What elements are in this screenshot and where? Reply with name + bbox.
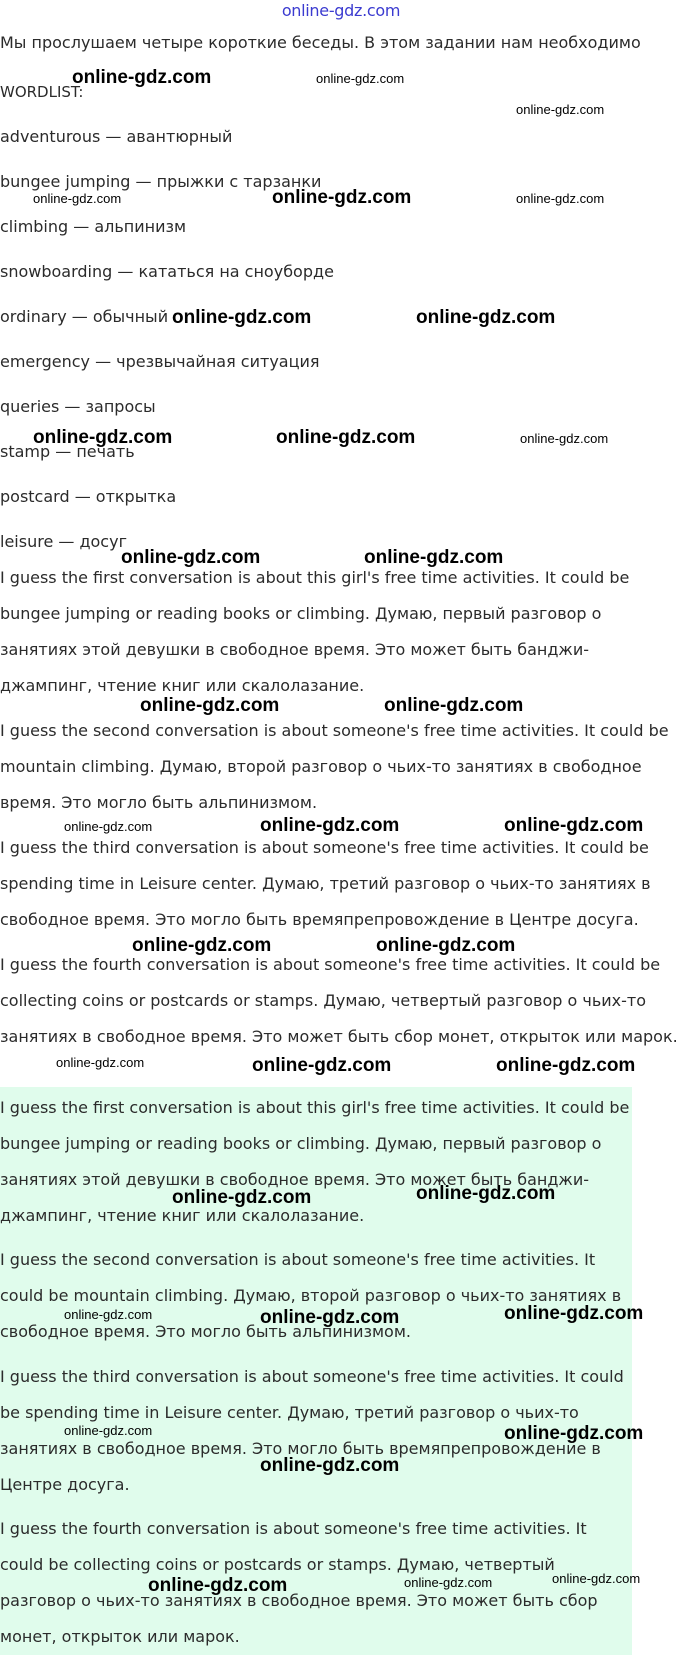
guess-paragraph-1: I guess the first conversation is about this girl's free time activities. It could be bungee jumping or reading books or climbing. Думаю, первый разговор о занятиях этой девушки в свободное время. Это может быть банджи-джампинг, чтение книг или скалолазание. bbox=[0, 568, 630, 695]
site-logo[interactable]: online-gdz.com bbox=[281, 1, 401, 20]
wordlist-item: bungee jumping — прыжки с тарзанки bbox=[0, 172, 322, 191]
guess-paragraph-3: I guess the third conversation is about someone's free time activities. It could be spending time in Leisure center. Думаю, третий разговор о чьих-то занятиях в свободное время. Это могло быть времяпрепровождение в Центре досуга. bbox=[0, 838, 651, 929]
watermark: online-gdz.com bbox=[56, 1055, 145, 1070]
watermark: online-gdz.com bbox=[552, 1571, 641, 1586]
watermark: online-gdz.com bbox=[364, 547, 504, 568]
watermark: online-gdz.com bbox=[504, 1423, 644, 1444]
watermark: online-gdz.com bbox=[404, 1575, 493, 1590]
watermark: online-gdz.com bbox=[64, 1423, 153, 1438]
watermark: online-gdz.com bbox=[64, 1307, 153, 1322]
watermark: online-gdz.com bbox=[316, 71, 405, 86]
watermark: online-gdz.com bbox=[260, 1455, 400, 1476]
watermark: online-gdz.com bbox=[132, 935, 272, 956]
intro-text: Мы прослушаем четыре короткие беседы. В этом задании нам необходимо bbox=[0, 33, 641, 52]
answer-paragraph-3: I guess the third conversation is about someone's free time activities. It could be spending time in Leisure center. Думаю, третий разговор о чьих-то занятиях в свободное время. Это могло быть времяпрепровождение в Центре досуга. bbox=[0, 1367, 624, 1494]
watermark: online-gdz.com bbox=[504, 815, 644, 836]
guess-paragraph-2: I guess the second conversation is about someone's free time activities. It could be mountain climbing. Думаю, второй разговор о чьих-то занятиях в свободное время. Это могло быть альпинизмом. bbox=[0, 721, 669, 812]
watermark: online-gdz.com bbox=[504, 1303, 644, 1324]
answer-paragraph-4: I guess the fourth conversation is about someone's free time activities. It could be collecting coins or postcards or stamps. Думаю, четвертый разговор о чьих-то занятиях в свободное время. Это может быть сбор монет, открыток или марок. bbox=[0, 1519, 598, 1646]
watermark: online-gdz.com bbox=[520, 431, 609, 446]
watermark: online-gdz.com bbox=[416, 307, 556, 328]
watermark: online-gdz.com bbox=[416, 1183, 556, 1204]
watermark: online-gdz.com bbox=[148, 1575, 288, 1596]
watermark: online-gdz.com bbox=[33, 427, 173, 448]
watermark: online-gdz.com bbox=[496, 1055, 636, 1076]
watermark: online-gdz.com bbox=[172, 1187, 312, 1208]
wordlist-item: ordinary — обычный bbox=[0, 307, 169, 326]
wordlist-item: queries — запросы bbox=[0, 397, 156, 416]
wordlist-item: adventurous — авантюрный bbox=[0, 127, 233, 146]
wordlist-item: leisure — досуг bbox=[0, 532, 127, 551]
watermark: online-gdz.com bbox=[64, 819, 153, 834]
watermark: online-gdz.com bbox=[72, 67, 212, 88]
watermark: online-gdz.com bbox=[272, 187, 412, 208]
wordlist-title: WORDLIST: bbox=[0, 83, 84, 101]
watermark: online-gdz.com bbox=[121, 547, 261, 568]
watermark: online-gdz.com bbox=[516, 102, 605, 117]
wordlist-item: snowboarding — кататься на сноуборде bbox=[0, 262, 334, 281]
watermark: online-gdz.com bbox=[260, 1307, 400, 1328]
wordlist-item: postcard — открытка bbox=[0, 487, 177, 506]
watermark: online-gdz.com bbox=[516, 191, 605, 206]
watermark: online-gdz.com bbox=[260, 815, 400, 836]
wordlist-item: climbing — альпинизм bbox=[0, 217, 187, 236]
answer-paragraph-1: I guess the first conversation is about this girl's free time activities. It could be bungee jumping or reading books or climbing. Думаю, первый разговор о занятиях этой девушки в свободное время. Это может быть банджи-джампинг, чтение книг или скалолазание. bbox=[0, 1098, 630, 1225]
watermark: online-gdz.com bbox=[172, 307, 312, 328]
guess-paragraph-4: I guess the fourth conversation is about someone's free time activities. It could be collecting coins or postcards or stamps. Думаю, четвертый разговор о чьих-то занятиях в свободное время. Это может быть сбор монет, открыток или марок. bbox=[0, 955, 678, 1046]
watermark: online-gdz.com bbox=[276, 427, 416, 448]
watermark: online-gdz.com bbox=[376, 935, 516, 956]
wordlist-item: emergency — чрезвычайная ситуация bbox=[0, 352, 320, 371]
watermark: online-gdz.com bbox=[33, 191, 122, 206]
watermark: online-gdz.com bbox=[140, 695, 280, 716]
watermark: online-gdz.com bbox=[384, 695, 524, 716]
wordlist-item: stamp — печать bbox=[0, 442, 135, 461]
answer-paragraph-2: I guess the second conversation is about someone's free time activities. It could be mountain climbing. Думаю, второй разговор о чьих-то занятиях в свободное время. Это могло быть альпинизмом. bbox=[0, 1250, 622, 1341]
watermark: online-gdz.com bbox=[252, 1055, 392, 1076]
